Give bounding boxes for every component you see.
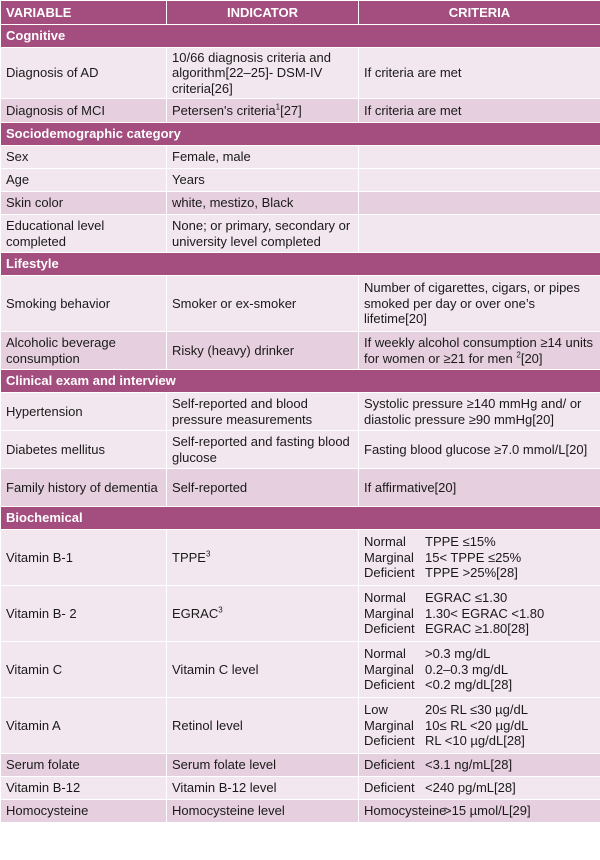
section-row-sociodemographic <box>1 123 600 146</box>
level-label: Marginal <box>364 661 414 677</box>
criteria-levels <box>364 534 595 581</box>
cell-indicator <box>167 586 359 642</box>
level-label: Marginal <box>364 717 414 733</box>
cell-variable: Vitamin B-12 <box>1 777 167 800</box>
table-row <box>1 192 600 215</box>
cell-indicator: Years <box>167 169 359 192</box>
cell-criteria <box>359 642 600 698</box>
level-label: Marginal <box>364 549 414 565</box>
cell-variable: Family history of dementia <box>1 469 167 507</box>
cell-variable: Vitamin B- 2 <box>1 586 167 642</box>
cell-criteria: Systolic pressure ≥140 mmHg and/ or diastolic pressure ≥90 mmHg[20] <box>359 393 600 431</box>
cell-variable: Hypertension <box>1 393 167 431</box>
criteria-levels <box>364 757 595 773</box>
level-label: Deficient <box>364 621 415 637</box>
criteria-levels <box>364 646 595 693</box>
table-row <box>1 586 600 642</box>
criteria-levels <box>364 590 595 637</box>
section-title: Cognitive <box>1 25 600 48</box>
level-value: <0.2 mg/dL[28] <box>425 677 513 693</box>
level-value: 1.30< EGRAC <1.80 <box>425 605 545 621</box>
cell-indicator: Self-reported <box>167 469 359 507</box>
cell-criteria: If criteria are met <box>359 48 600 99</box>
header-row <box>1 1 600 25</box>
level-value: 15< TPPE ≤25% <box>425 549 522 565</box>
cell-criteria <box>359 530 600 586</box>
section-title: Clinical exam and interview <box>1 370 600 393</box>
level-value: >0.3 mg/dL <box>425 646 491 662</box>
cell-variable: Diagnosis of MCI <box>1 99 167 123</box>
cell-variable: Skin color <box>1 192 167 215</box>
cell-variable: Educational level completed <box>1 215 167 253</box>
cell-indicator: None; or primary, secondary or university level completed <box>167 215 359 253</box>
cell-indicator: Vitamin B-12 level <box>167 777 359 800</box>
header-variable: VARIABLE <box>1 1 167 25</box>
level-label: Deficient <box>364 733 415 749</box>
cell-criteria <box>359 332 600 370</box>
footnote-marker: 2 <box>516 350 521 360</box>
section-title: Sociodemographic category <box>1 123 600 146</box>
level-label: Homocysteine <box>364 803 447 819</box>
table-row <box>1 469 600 507</box>
cell-variable: Alcoholic beverage consumption <box>1 332 167 370</box>
level-value: <240 pg/mL[28] <box>425 780 516 796</box>
level-label: Deficient <box>364 780 415 796</box>
cell-criteria <box>359 777 600 800</box>
cell-variable: Diabetes mellitus <box>1 431 167 469</box>
cell-variable: Homocysteine <box>1 800 167 823</box>
cell-variable: Sex <box>1 146 167 169</box>
cell-variable: Diagnosis of AD <box>1 48 167 99</box>
cell-criteria <box>359 169 600 192</box>
cell-indicator: Risky (heavy) drinker <box>167 332 359 370</box>
table-row <box>1 276 600 332</box>
table-row <box>1 698 600 754</box>
table-row <box>1 48 600 99</box>
indicator-text: TPPE <box>172 549 206 565</box>
level-label: Deficient <box>364 757 415 773</box>
section-row-biochemical <box>1 507 600 530</box>
table-row <box>1 800 600 823</box>
cell-indicator: Smoker or ex-smoker <box>167 276 359 332</box>
cell-criteria <box>359 698 600 754</box>
section-row-lifestyle <box>1 253 600 276</box>
cell-criteria: Number of cigarettes, cigars, or pipes smoked per day or over one’s lifetime[20] <box>359 276 600 332</box>
cell-indicator: Self-reported and fasting blood glucose <box>167 431 359 469</box>
level-value: <3.1 ng/mL[28] <box>425 757 513 773</box>
section-title: Biochemical <box>1 507 600 530</box>
table-row <box>1 169 600 192</box>
level-value: EGRAC ≤1.30 <box>425 590 508 606</box>
cell-variable: Age <box>1 169 167 192</box>
cell-criteria <box>359 215 600 253</box>
section-title: Lifestyle <box>1 253 600 276</box>
table-row <box>1 777 600 800</box>
cell-indicator: Homocysteine level <box>167 800 359 823</box>
footnote-marker: 3 <box>218 605 223 615</box>
table-row <box>1 754 600 777</box>
table-row <box>1 431 600 469</box>
cell-criteria <box>359 146 600 169</box>
level-label: Marginal <box>364 605 414 621</box>
level-value: RL <10 µg/dL[28] <box>425 733 525 749</box>
criteria-levels <box>364 780 595 796</box>
table-row <box>1 146 600 169</box>
cell-indicator: Female, male <box>167 146 359 169</box>
reference: [27] <box>280 102 302 118</box>
table-row <box>1 215 600 253</box>
table-row <box>1 393 600 431</box>
cell-indicator: Self-reported and blood pressure measurements <box>167 393 359 431</box>
cell-indicator: Vitamin C level <box>167 642 359 698</box>
cell-variable: Vitamin C <box>1 642 167 698</box>
footnote-marker: 3 <box>205 549 211 559</box>
table-row <box>1 332 600 370</box>
cell-criteria <box>359 586 600 642</box>
section-row-clinical <box>1 370 600 393</box>
cell-criteria <box>359 754 600 777</box>
level-label: Normal <box>364 534 406 550</box>
section-row-cognitive <box>1 25 600 48</box>
footnote-marker: 1 <box>275 102 281 112</box>
indicator-text: EGRAC <box>172 605 219 621</box>
level-value: TPPE >25%[28] <box>425 565 518 581</box>
criteria-text: If weekly alcohol consumption ≥14 units for women or ≥21 for men <box>364 334 593 366</box>
cell-indicator: Retinol level <box>167 698 359 754</box>
level-value: EGRAC ≥1.80[28] <box>425 621 529 637</box>
level-value: 10≤ RL <20 µg/dL <box>425 717 529 733</box>
cell-variable: Smoking behavior <box>1 276 167 332</box>
table-row <box>1 99 600 123</box>
level-value: >15 µmol/L[29] <box>444 803 531 819</box>
cell-indicator <box>167 530 359 586</box>
level-value: 20≤ RL ≤30 µg/dL <box>425 702 528 718</box>
cell-criteria <box>359 800 600 823</box>
level-label: Low <box>364 702 388 718</box>
level-label: Normal <box>364 646 406 662</box>
level-label: Deficient <box>364 677 415 693</box>
header-indicator: INDICATOR <box>167 1 359 25</box>
level-label: Deficient <box>364 565 415 581</box>
level-label: Normal <box>364 590 406 606</box>
level-value: TPPE ≤15% <box>425 534 496 550</box>
cell-criteria: Fasting blood glucose ≥7.0 mmol/L[20] <box>359 431 600 469</box>
indicator-text: Petersen's criteria <box>172 102 276 118</box>
criteria-levels <box>364 702 595 749</box>
cell-criteria: If criteria are met <box>359 99 600 123</box>
cell-variable: Vitamin A <box>1 698 167 754</box>
table-row <box>1 642 600 698</box>
cell-indicator <box>167 99 359 123</box>
cell-criteria: If affirmative[20] <box>359 469 600 507</box>
reference: [20] <box>520 350 543 366</box>
cell-indicator: 10/66 diagnosis criteria and algorithm[22–25]- DSM-IV criteria[26] <box>167 48 359 99</box>
criteria-levels <box>364 803 595 819</box>
cell-indicator: Serum folate level <box>167 754 359 777</box>
table-row <box>1 530 600 586</box>
cell-indicator: white, mestizo, Black <box>167 192 359 215</box>
cell-variable: Vitamin B-1 <box>1 530 167 586</box>
cell-criteria <box>359 192 600 215</box>
level-value: 0.2–0.3 mg/dL <box>425 661 509 677</box>
cell-variable: Serum folate <box>1 754 167 777</box>
header-criteria: CRITERIA <box>359 1 600 25</box>
